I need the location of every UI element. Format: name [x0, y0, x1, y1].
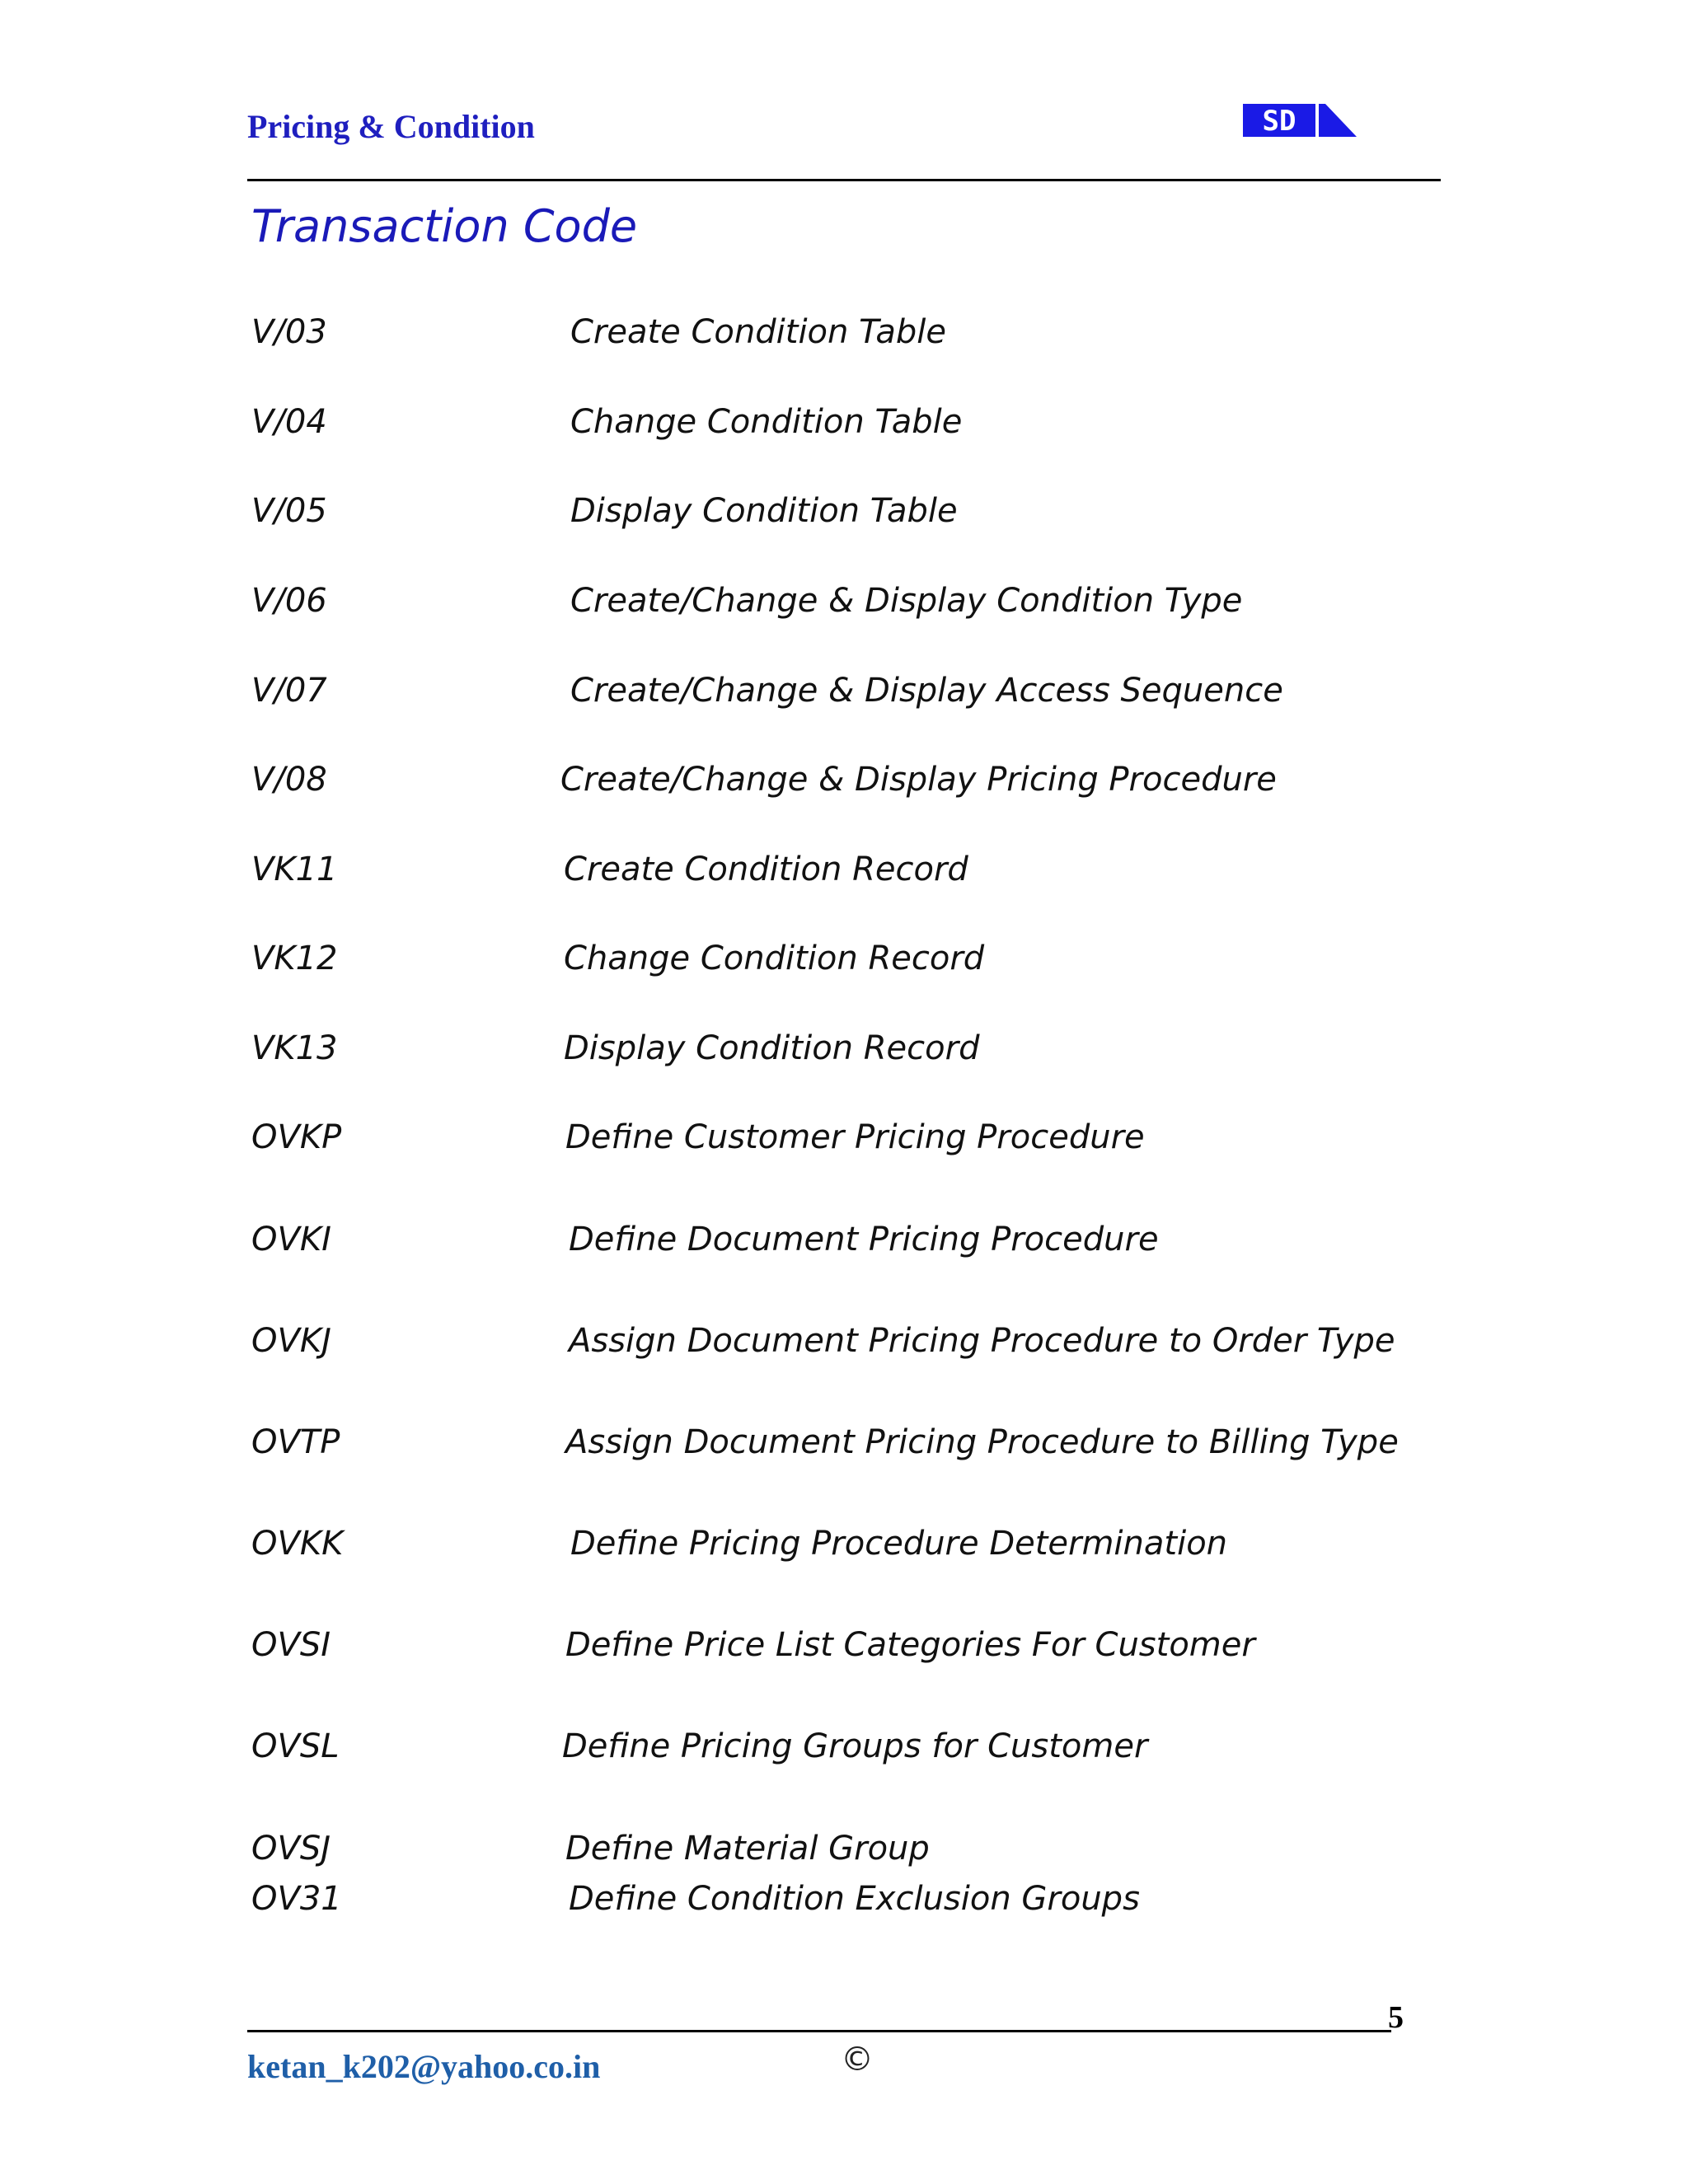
transaction-code: VK12: [251, 940, 338, 977]
transaction-code: OVKK: [251, 1525, 344, 1563]
header-title: Pricing & Condition: [247, 108, 535, 145]
transaction-code: V/05: [251, 492, 327, 530]
transaction-code: V/03: [251, 313, 327, 351]
list-item: [0, 403, 1688, 452]
transaction-description: Assign Document Pricing Procedure to Order Type: [569, 1322, 1395, 1360]
list-item: [0, 1221, 1688, 1270]
list-item: [0, 1118, 1688, 1168]
transaction-description: Define Customer Pricing Procedure: [565, 1118, 1145, 1156]
transaction-description: Define Material Group: [565, 1830, 930, 1868]
list-item: [0, 1029, 1688, 1079]
transaction-description: Create/Change & Display Access Sequence: [570, 672, 1283, 710]
transaction-description: Create Condition Table: [570, 313, 946, 351]
transaction-code: OVKJ: [251, 1322, 331, 1360]
transaction-description: Create Condition Record: [564, 851, 968, 888]
list-item: [0, 1727, 1688, 1777]
page-number: 5: [1388, 2000, 1404, 2035]
sd-logo-text: SD: [1262, 105, 1296, 138]
transaction-description: Display Condition Table: [570, 492, 958, 530]
transaction-description: Define Pricing Groups for Customer: [562, 1727, 1148, 1765]
transaction-code: VK11: [251, 851, 338, 888]
copyright-symbol: ©: [841, 2041, 874, 2079]
transaction-code: OVSL: [251, 1727, 340, 1765]
list-item: [0, 761, 1688, 810]
footer-email: ketan_k202@yahoo.co.in: [247, 2048, 601, 2085]
transaction-description: Define Document Pricing Procedure: [569, 1221, 1159, 1258]
transaction-code: V/08: [251, 761, 327, 799]
transaction-description: Create/Change & Display Pricing Procedure: [560, 761, 1277, 799]
transaction-code: VK13: [251, 1029, 338, 1067]
transaction-description: Change Condition Record: [564, 940, 985, 977]
transaction-code: V/06: [251, 582, 327, 620]
transaction-code: OVTP: [251, 1423, 340, 1461]
transaction-description: Display Condition Record: [564, 1029, 980, 1067]
transaction-description: Change Condition Table: [570, 403, 963, 441]
transaction-code: OVSJ: [251, 1830, 331, 1868]
list-item: [0, 672, 1688, 721]
transaction-description: Create/Change & Display Condition Type: [570, 582, 1243, 620]
transaction-description: Define Condition Exclusion Groups: [569, 1880, 1140, 1918]
transaction-description: Define Price List Categories For Customer: [565, 1626, 1255, 1664]
list-item: [0, 1880, 1688, 1929]
transaction-description: Define Pricing Procedure Determination: [570, 1525, 1228, 1563]
list-item: [0, 1830, 1688, 1879]
section-title: Transaction Code: [251, 200, 638, 252]
transaction-code: OVKP: [251, 1118, 342, 1156]
sd-logo-triangle: [1319, 104, 1357, 137]
list-item: [0, 313, 1688, 363]
transaction-code: V/04: [251, 403, 327, 441]
list-item: [0, 851, 1688, 900]
list-item: [0, 492, 1688, 541]
transaction-code: OV31: [251, 1880, 342, 1918]
transaction-code: V/07: [251, 672, 327, 710]
list-item: [0, 1423, 1688, 1473]
footer-divider: [247, 2030, 1391, 2032]
transaction-code: OVSI: [251, 1626, 331, 1664]
list-item: [0, 582, 1688, 631]
list-item: [0, 940, 1688, 989]
list-item: [0, 1626, 1688, 1675]
transaction-description: Assign Document Pricing Procedure to Billing Type: [565, 1423, 1399, 1461]
list-item: [0, 1525, 1688, 1574]
header-divider: [247, 179, 1441, 181]
list-item: [0, 1322, 1688, 1371]
transaction-code: OVKI: [251, 1221, 331, 1258]
sd-logo: [1243, 101, 1358, 140]
